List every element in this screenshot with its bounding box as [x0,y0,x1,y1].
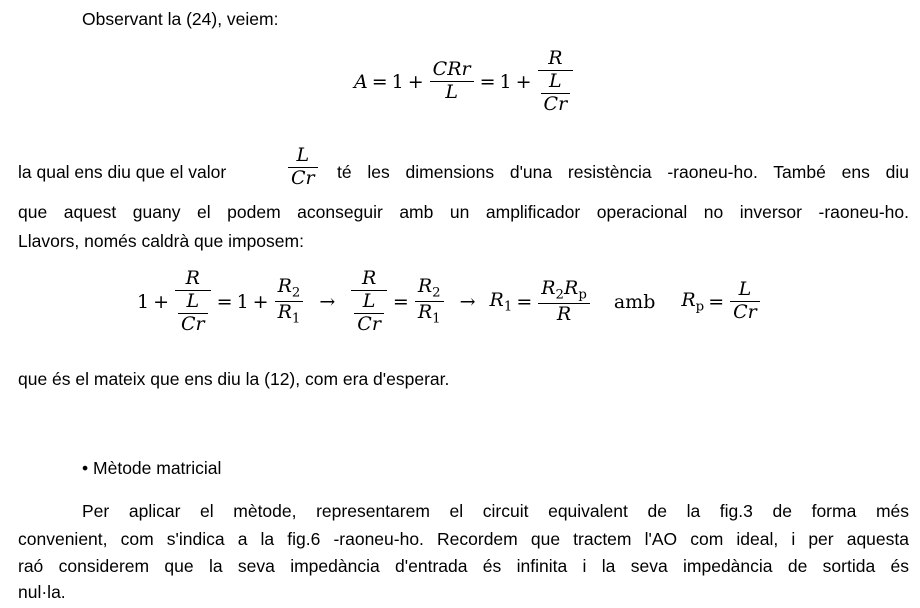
eq2-frac-den [175,291,211,336]
eq1-inner-denominator: Cr [543,92,568,115]
eq1-fraction-crr-over-l [430,59,474,104]
bullet-icon: • [82,458,89,478]
eq2-equals-3: = [516,290,533,313]
eq2-plus: + [153,290,170,313]
eq2-one-2: 1 [236,290,249,313]
eq2-r2-b: $R_2$ [415,276,444,302]
eq2-r2rp: $R_2R_p$ [538,278,590,304]
eq2-plus-2: + [252,290,269,313]
eq2-fraction-r-over-l-cr-2 [351,268,387,336]
eq2-fraction-r2-over-r1 [275,276,304,327]
eq1-equals-2: = [479,70,496,93]
eq2-inner2-cr: Cr [357,312,381,335]
eq1-frac2-denominator [538,71,574,116]
eq1-plus: + [407,70,424,93]
eq2-inner2-l: L [354,291,384,314]
eq2-inner-cr: Cr [181,312,205,335]
eq1-lhs: A [354,70,368,93]
equation-gain [354,48,575,116]
inline-frac-numerator: L [288,145,318,168]
eq2-rp-lhs: $R_p$ [681,288,705,315]
eq2-last-cr: Cr [733,301,757,324]
eq2-frac2-r: R [351,268,387,291]
para2-line2: que aquest guany el podem aconseguir amb un amplificador operacional no inversor -raoneu-ho. [18,202,909,222]
eq1-plus-2: + [515,70,532,93]
eq1-one: 1 [391,70,404,93]
eq2-equals-4: = [708,290,725,313]
paragraph-matrix-method [18,501,909,607]
intro-text: Observant la (24), veiem: [82,9,279,29]
para3-line2: convenient, com s'indica a la fig.6 -raoneu-ho. Recordem que tractem l'AO com ideal, i per aquesta [18,529,909,549]
eq2-arrow-2: → [459,290,476,313]
eq2-r1-lhs: $R_1$ [489,288,513,315]
eq1-frac2-numerator: R [538,48,574,71]
bullet-text: Mètode matricial [93,458,222,478]
eq2-r1: $R_1$ [277,301,301,327]
eq2-inner-fraction-2 [354,291,384,336]
paragraph-resistance [18,145,909,255]
eq2-amb: amb [613,290,656,313]
equation-imposition [137,268,762,336]
bullet-heading [82,458,221,479]
eq2-fraction-r-over-l-cr [175,268,211,336]
inline-frac-denominator: Cr [291,166,315,189]
eq2-r2: $R_2$ [275,276,304,302]
eq2-inner-fraction [178,291,208,336]
para3-line1: Per aplicar el mètode, representarem el circuit equivalent de la fig.3 de forma més [82,501,909,521]
conclusion-text: que és el mateix que ens diu la (12), com era d'esperar. [18,369,450,389]
eq2-equals-2: = [392,290,409,313]
eq1-inner-fraction [541,71,571,116]
para2-line1-after: té les dimensions d'una resistència -raoneu-ho. També ens diu [337,162,909,182]
inline-fraction-l-over-cr [286,145,320,190]
eq2-fraction-l-over-cr [730,279,760,324]
eq1-fraction-r-over-l-cr [538,48,574,116]
eq2-r-den: R [556,302,572,325]
para2-line3: Llavors, només caldrà que imposem: [18,231,304,251]
eq2-one: 1 [137,290,150,313]
inline-frac [288,145,318,190]
para3-line4: nul·la. [18,582,66,602]
eq2-arrow-1: → [319,290,336,313]
eq2-equals: = [216,290,233,313]
eq1-one-2: 1 [499,70,512,93]
eq2-last-l: L [730,279,760,302]
eq2-fraction-r2rp-over-r [538,278,590,326]
eq1-equals: = [371,70,388,93]
eq2-frac-r: R [175,268,211,291]
eq2-inner-l: L [178,291,208,314]
para3-line3: raó considerem que la seva impedància d'entrada és infinita i la seva impedància de sortida és [18,556,909,576]
eq1-inner-numerator: L [541,71,571,94]
para2-line1-before: la qual ens diu que el valor [18,162,227,182]
eq2-fraction-r2-over-r1-2 [415,276,444,327]
eq2-frac2-den [351,291,387,336]
eq2-r1-b: $R_1$ [417,301,441,327]
eq1-frac1-numerator: CRr [430,59,474,82]
eq1-frac1-denominator: L [445,81,458,104]
